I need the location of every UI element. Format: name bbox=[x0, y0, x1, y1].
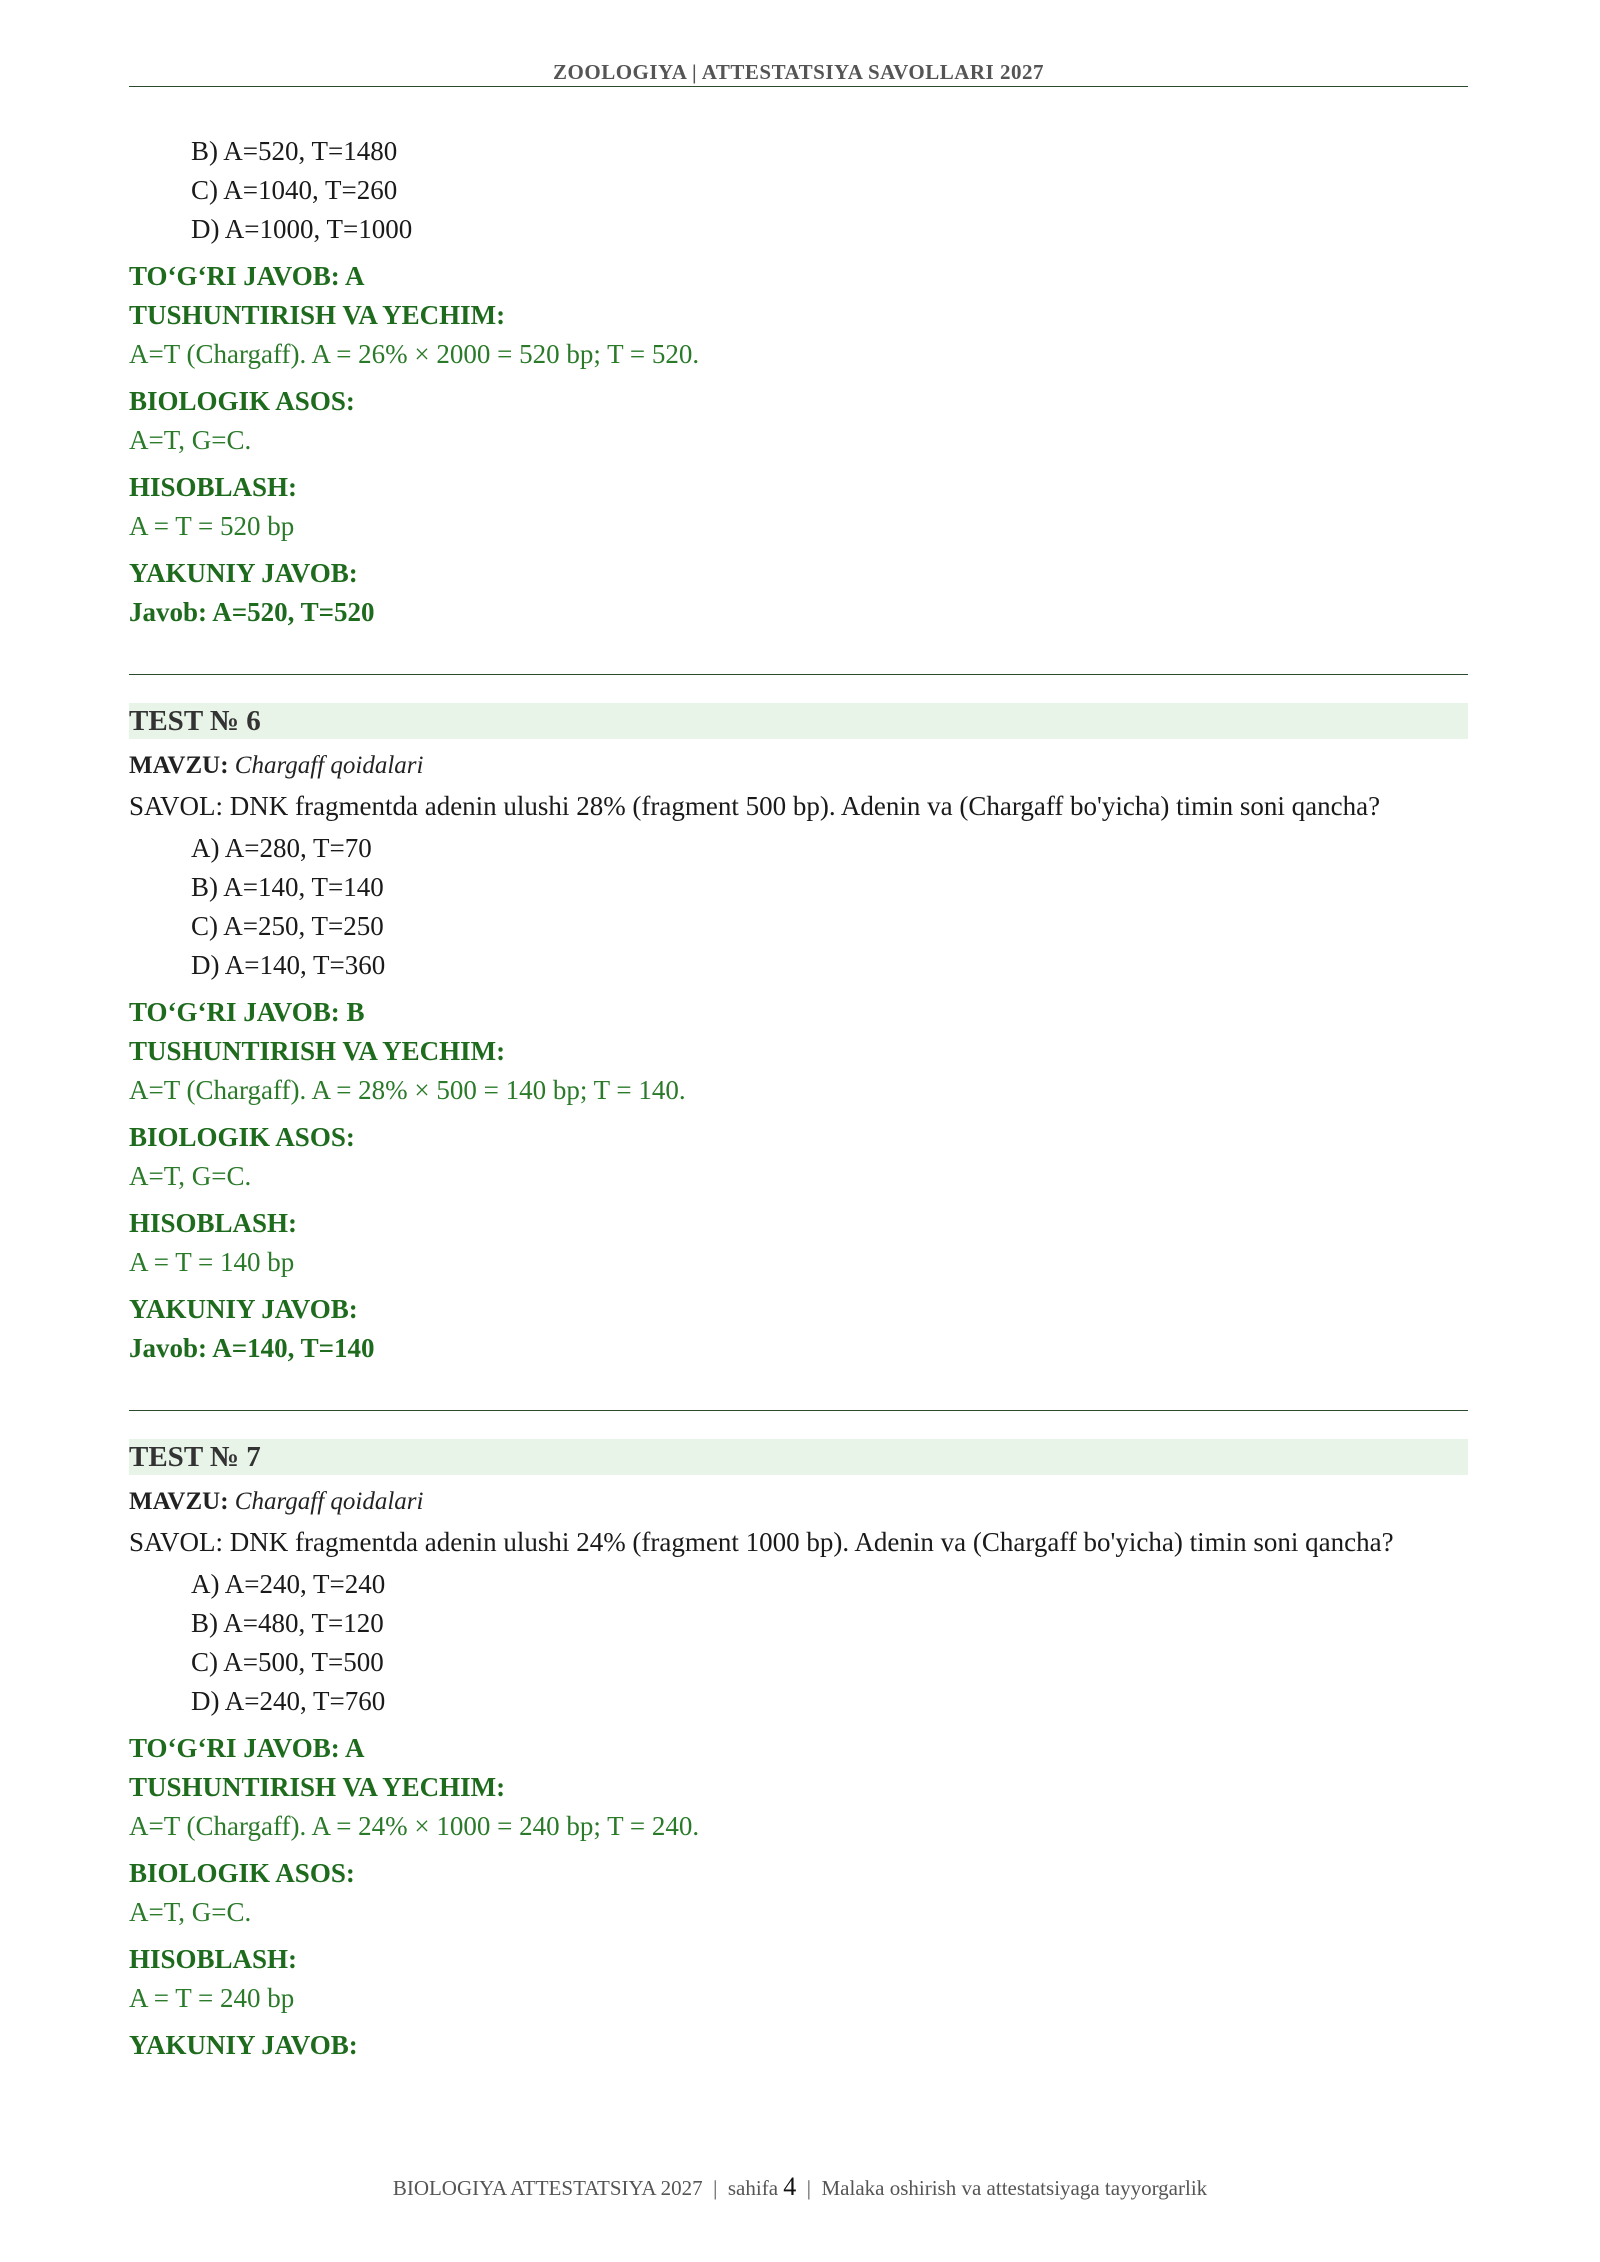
document-page bbox=[129, 0, 1468, 2262]
correct-answer: TO‘G‘RI JAVOB: A bbox=[129, 1733, 365, 1763]
explanation-text: A=T (Chargaff). A = 28% × 500 = 140 bp; T = 140. bbox=[129, 1075, 686, 1105]
running-header: ZOOLOGIYA | ATTESTATSIYA SAVOLLARI 2027 bbox=[553, 60, 1044, 84]
topic-label: MAVZU: bbox=[129, 752, 229, 779]
explanation-heading: TUSHUNTIRISH VA YECHIM: bbox=[129, 300, 506, 330]
answer-option: D) A=1000, T=1000 bbox=[191, 214, 413, 244]
topic-text: Chargaff qoidalari bbox=[234, 1488, 424, 1515]
answer-option: C) A=500, T=500 bbox=[191, 1647, 384, 1677]
calculation-heading: HISOBLASH: bbox=[129, 472, 298, 502]
explanation-heading: TUSHUNTIRISH VA YECHIM: bbox=[129, 1772, 506, 1802]
calculation-heading: HISOBLASH: bbox=[129, 1944, 298, 1974]
final-answer-heading: YAKUNIY JAVOB: bbox=[129, 1294, 358, 1324]
topic-text: Chargaff qoidalari bbox=[234, 752, 424, 779]
bio-basis-text: A=T, G=C. bbox=[129, 1897, 252, 1927]
final-answer: Javob: A=520, T=520 bbox=[129, 597, 375, 627]
answer-option: A) A=240, T=240 bbox=[191, 1569, 386, 1599]
answer-option: D) A=240, T=760 bbox=[191, 1686, 386, 1716]
header-rule bbox=[129, 86, 1468, 87]
section-divider bbox=[129, 674, 1468, 675]
final-answer-heading: YAKUNIY JAVOB: bbox=[129, 2030, 358, 2060]
topic-line bbox=[129, 747, 1468, 785]
prev-test-block bbox=[129, 132, 1468, 632]
answer-option: A) A=280, T=70 bbox=[191, 833, 372, 863]
footer-left-text: BIOLOGIYA ATTESTATSIYA 2027 bbox=[392, 2176, 703, 2200]
question-text: SAVOL: DNK fragmentda adenin ulushi 24% (fragment 1000 bp). Adenin va (Chargaff bo'yicha) timin soni qancha? bbox=[129, 1527, 1394, 1557]
bio-basis-text: A=T, G=C. bbox=[129, 1161, 252, 1191]
test-title: TEST № 7 bbox=[129, 1439, 1468, 1475]
footer-right-text: Malaka oshirish va attestatsiyaga tayyorgarlik bbox=[821, 2176, 1208, 2200]
test-7-block bbox=[129, 1439, 1468, 2065]
calculation-heading: HISOBLASH: bbox=[129, 1208, 298, 1238]
correct-answer: TO‘G‘RI JAVOB: A bbox=[129, 261, 365, 291]
bio-basis-text: A=T, G=C. bbox=[129, 425, 252, 455]
topic-label: MAVZU: bbox=[129, 1488, 229, 1515]
answer-option: B) A=140, T=140 bbox=[191, 872, 384, 902]
topic-line bbox=[129, 1483, 1468, 1521]
explanation-heading: TUSHUNTIRISH VA YECHIM: bbox=[129, 1036, 506, 1066]
calculation-text: A = T = 520 bp bbox=[129, 511, 295, 541]
explanation-text: A=T (Chargaff). A = 26% × 2000 = 520 bp; T = 520. bbox=[129, 339, 700, 369]
calculation-text: A = T = 140 bp bbox=[129, 1247, 295, 1277]
answer-option: C) A=1040, T=260 bbox=[191, 175, 398, 205]
page-content bbox=[129, 132, 1468, 2065]
footer-page-label: sahifa bbox=[727, 2176, 779, 2200]
page-number: 4 bbox=[783, 2172, 797, 2201]
explanation-text: A=T (Chargaff). A = 24% × 1000 = 240 bp; T = 240. bbox=[129, 1811, 700, 1841]
answer-option: D) A=140, T=360 bbox=[191, 950, 386, 980]
footer-separator: | bbox=[713, 2176, 718, 2200]
page-footer bbox=[0, 2172, 1600, 2202]
test-6-block bbox=[129, 703, 1468, 1368]
answer-option: C) A=250, T=250 bbox=[191, 911, 384, 941]
section-divider bbox=[129, 1410, 1468, 1411]
final-answer-heading: YAKUNIY JAVOB: bbox=[129, 558, 358, 588]
final-answer: Javob: A=140, T=140 bbox=[129, 1333, 375, 1363]
bio-basis-heading: BIOLOGIK ASOS: bbox=[129, 1122, 355, 1152]
question-text: SAVOL: DNK fragmentda adenin ulushi 28% (fragment 500 bp). Adenin va (Chargaff bo'yicha) timin soni qancha? bbox=[129, 791, 1381, 821]
calculation-text: A = T = 240 bp bbox=[129, 1983, 295, 2013]
answer-option: B) A=480, T=120 bbox=[191, 1608, 384, 1638]
test-title: TEST № 6 bbox=[129, 703, 1468, 739]
bio-basis-heading: BIOLOGIK ASOS: bbox=[129, 1858, 355, 1888]
bio-basis-heading: BIOLOGIK ASOS: bbox=[129, 386, 355, 416]
footer-separator: | bbox=[806, 2176, 811, 2200]
answer-option: B) A=520, T=1480 bbox=[191, 136, 398, 166]
correct-answer: TO‘G‘RI JAVOB: B bbox=[129, 997, 365, 1027]
